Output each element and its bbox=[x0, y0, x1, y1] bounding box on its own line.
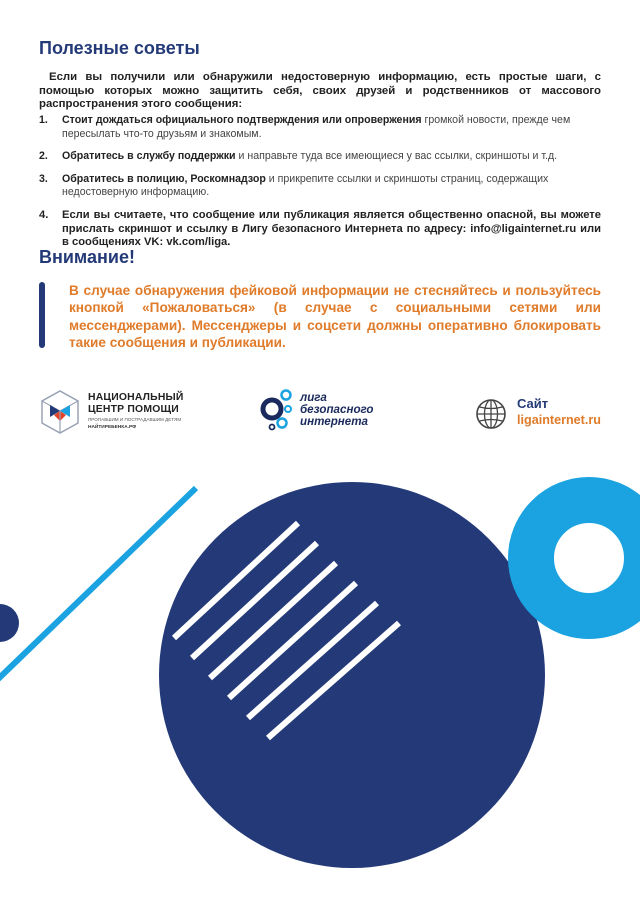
list-item bbox=[39, 114, 601, 141]
ncp-subtitle: ПРОПАВШИМ И ПОСТРАДАВШИМ ДЕТЯМ bbox=[88, 417, 182, 422]
ncp-line1: НАЦИОНАЛЬНЫЙ bbox=[88, 392, 184, 403]
item-number: 1. bbox=[39, 114, 48, 126]
tips-intro: Если вы получили или обнаружили недостоверную информацию, есть простые шаги, с помощью которых можно защитить себя, своих друзей и родственников от массового распространения этого сообщения: bbox=[39, 71, 601, 111]
item-text: и прикрепите ссылки и скриншоты страниц, содержащих недостоверную информацию. bbox=[62, 172, 549, 199]
item-bold: Стоит дождаться официального подтверждения или опровержения bbox=[62, 114, 422, 126]
liga-bubbles-icon bbox=[258, 387, 298, 435]
ncp-domain: НАЙТИРЕБЕНКА.РФ bbox=[88, 425, 137, 430]
item-bold: Обратитесь в службу поддержки bbox=[62, 150, 236, 163]
liga-logo[interactable] bbox=[258, 387, 398, 437]
email-link[interactable]: info@ligainternet.ru bbox=[470, 222, 577, 235]
list-item bbox=[39, 150, 601, 164]
item-number: 2. bbox=[39, 150, 48, 163]
site-label: Сайт bbox=[517, 396, 549, 411]
liga-line3: интернета bbox=[300, 415, 368, 428]
list-item bbox=[39, 209, 601, 250]
item-text: и направьте туда все имеющиеся у вас ссылки, скриншоты и т.д. bbox=[235, 150, 558, 163]
warning-text: В случае обнаружения фейковой информации не стесняйтесь и пользуйтесь кнопкой «Пожаловаться» (в случае с социальными сетями или мессенджерами). Мессенджеры и соцсети должны оперативно блокировать такие сообщения и публикации. bbox=[69, 283, 601, 351]
tips-list bbox=[39, 114, 601, 259]
site-link[interactable] bbox=[475, 396, 615, 436]
item-number: 4. bbox=[39, 208, 49, 221]
item-end: . bbox=[227, 236, 231, 249]
ncp-line2: ЦЕНТР ПОМОЩИ bbox=[88, 404, 179, 415]
warning-accent-bar bbox=[39, 282, 45, 348]
liga-line1: лига bbox=[300, 391, 327, 404]
list-item bbox=[39, 173, 601, 200]
vk-link[interactable]: vk.com/liga bbox=[166, 236, 228, 249]
item-bold: Обратитесь в полицию, Роскомнадзор bbox=[62, 172, 266, 185]
warning-title: Внимание! bbox=[39, 247, 135, 267]
item-text: Если вы считаете, что сообщение или публикация является общественно опасной, вы можете прислать скриншот и ссылку в Лигу безопасного Интернета по адресу: bbox=[62, 208, 601, 235]
item-text-2: или в сообщениях VK: bbox=[62, 222, 601, 249]
ncp-emblem-icon bbox=[38, 389, 82, 435]
decorative-shapes bbox=[0, 460, 640, 905]
tips-title: Полезные советы bbox=[39, 38, 200, 58]
deco-cyan-ring bbox=[531, 500, 640, 616]
deco-small-navy-circle bbox=[0, 604, 19, 642]
liga-line2: безопасного bbox=[300, 403, 374, 416]
globe-icon bbox=[475, 398, 507, 430]
item-number: 3. bbox=[39, 172, 48, 185]
ncp-logo[interactable] bbox=[38, 387, 198, 437]
site-url[interactable]: ligainternet.ru bbox=[517, 413, 601, 427]
item-text: громкой новости, прежде чем пересылать что-то друзьям и знакомым. bbox=[62, 114, 571, 140]
